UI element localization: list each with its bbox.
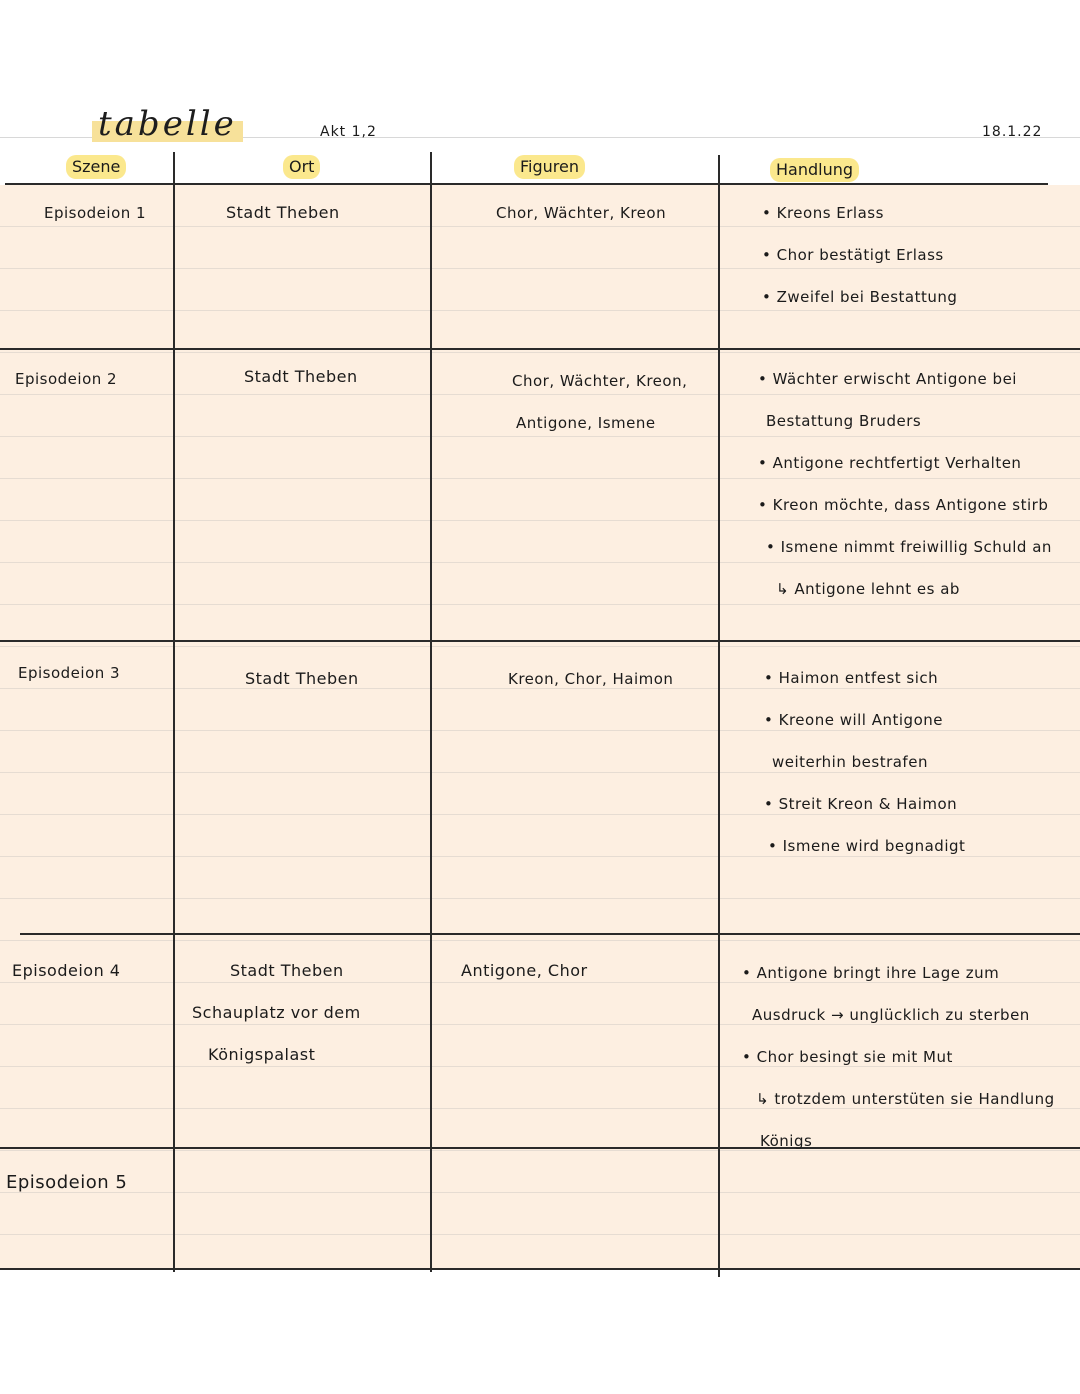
figures-cell-4: Antigone, Chor xyxy=(461,961,588,980)
row-divider-1 xyxy=(0,348,1080,350)
table-bottom xyxy=(0,1268,1080,1270)
column-divider-1 xyxy=(173,152,175,1272)
date-label: 18.1.22 xyxy=(982,124,1043,140)
place-cell-4: Stadt Theben Schauplatz vor dem Königspalast xyxy=(192,961,361,1064)
plot-cell-2: • Wächter erwischt Antigone bei Bestattung Bruders • Antigone rechtfertigt Verhalten • Kreon möchte, dass Antigone stirb • Ismene nimmt freiwillig Schuld an ↳ Antigone lehnt es ab xyxy=(758,370,1052,598)
column-divider-3 xyxy=(718,155,720,1277)
place-cell-1: Stadt Theben xyxy=(226,203,340,222)
header-scene: Szene xyxy=(66,155,126,179)
column-divider-2 xyxy=(430,152,432,1272)
page-title: tabelle xyxy=(92,104,243,144)
header-figures: Figuren xyxy=(514,155,585,179)
figures-cell-3: Kreon, Chor, Haimon xyxy=(508,670,674,688)
header-divider xyxy=(5,183,1048,185)
scene-cell-5: Episodeion 5 xyxy=(6,1172,128,1193)
figures-cell-1: Chor, Wächter, Kreon xyxy=(496,204,667,222)
plot-cell-1: • Kreons Erlass • Chor bestätigt Erlass • Zweifel bei Bestattung xyxy=(762,204,958,306)
figures-cell-2: Chor, Wächter, Kreon, Antigone, Ismene xyxy=(512,372,688,432)
scene-cell-1: Episodeion 1 xyxy=(44,204,147,222)
plot-cell-4: • Antigone bringt ihre Lage zum Ausdruck → unglücklich zu sterben • Chor besingt sie mit Mut ↳ trotzdem unterstüten sie Handlung Königs xyxy=(742,964,1055,1150)
plot-cell-3: • Haimon entfest sich • Kreone will Antigone weiterhin bestrafen • Streit Kreon & Haimon • Ismene wird begnadigt xyxy=(764,669,966,855)
row-divider-2 xyxy=(0,640,1080,642)
place-cell-2: Stadt Theben xyxy=(244,367,358,386)
scene-cell-3: Episodeion 3 xyxy=(18,664,121,682)
scene-cell-2: Episodeion 2 xyxy=(15,370,118,388)
header-plot: Handlung xyxy=(770,158,859,182)
scene-cell-4: Episodeion 4 xyxy=(12,961,121,980)
row-divider-3 xyxy=(20,933,1080,935)
act-label: Akt 1,2 xyxy=(320,124,377,140)
place-cell-3: Stadt Theben xyxy=(245,669,359,688)
header-place: Ort xyxy=(283,155,320,179)
